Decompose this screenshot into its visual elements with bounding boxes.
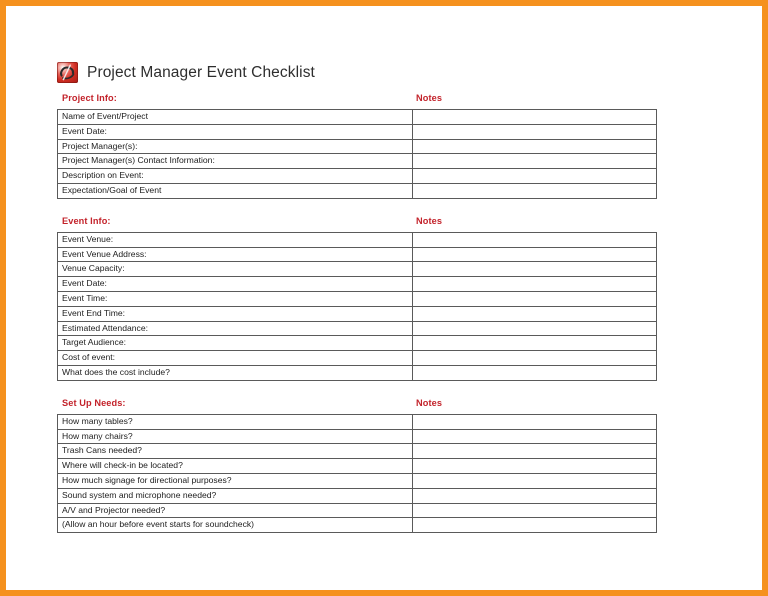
section-header-event-info xyxy=(57,216,657,229)
table-row xyxy=(58,306,657,321)
row-notes-cell[interactable] xyxy=(413,444,657,459)
row-label: Estimated Attendance: xyxy=(58,321,413,336)
table-row xyxy=(58,365,657,380)
section-title-event-info: Event Info: xyxy=(62,215,111,226)
row-notes-cell[interactable] xyxy=(413,488,657,503)
row-notes-cell[interactable] xyxy=(413,336,657,351)
row-notes-cell[interactable] xyxy=(413,503,657,518)
row-label: Cost of event: xyxy=(58,351,413,366)
table-row xyxy=(58,414,657,429)
row-label: A/V and Projector needed? xyxy=(58,503,413,518)
section-title-project-info: Project Info: xyxy=(62,93,117,103)
row-label: Description on Event: xyxy=(58,169,413,184)
row-notes-cell[interactable] xyxy=(413,232,657,247)
row-notes-cell[interactable] xyxy=(413,183,657,198)
table-row xyxy=(58,110,657,125)
row-notes-cell[interactable] xyxy=(413,110,657,125)
table-row xyxy=(58,247,657,262)
section-set-up-needs xyxy=(57,398,657,533)
table-event-info xyxy=(57,232,657,381)
row-label: How many chairs? xyxy=(58,429,413,444)
table-row xyxy=(58,518,657,533)
row-label: Event Date: xyxy=(58,277,413,292)
document-sheet xyxy=(6,6,762,590)
row-label: How many tables? xyxy=(58,414,413,429)
row-label: Target Audience: xyxy=(58,336,413,351)
row-notes-cell[interactable] xyxy=(413,351,657,366)
table-set-up-needs xyxy=(57,414,657,533)
table-row xyxy=(58,473,657,488)
notes-column-header-project-info: Notes xyxy=(416,93,443,103)
row-notes-cell[interactable] xyxy=(413,306,657,321)
row-notes-cell[interactable] xyxy=(413,139,657,154)
section-project-info xyxy=(57,93,657,199)
table-row xyxy=(58,488,657,503)
table-row xyxy=(58,169,657,184)
table-row xyxy=(58,124,657,139)
table-row xyxy=(58,232,657,247)
row-notes-cell[interactable] xyxy=(413,459,657,474)
section-title-set-up-needs: Set Up Needs: xyxy=(62,397,126,408)
table-row xyxy=(58,277,657,292)
row-label: Event Time: xyxy=(58,291,413,306)
row-notes-cell[interactable] xyxy=(413,169,657,184)
table-row xyxy=(58,503,657,518)
section-header-set-up-needs xyxy=(57,398,657,411)
row-notes-cell[interactable] xyxy=(413,473,657,488)
row-label: Event Venue Address: xyxy=(58,247,413,262)
row-notes-cell[interactable] xyxy=(413,277,657,292)
table-row xyxy=(58,459,657,474)
table-row xyxy=(58,429,657,444)
table-project-info xyxy=(57,109,657,199)
table-row xyxy=(58,154,657,169)
row-notes-cell[interactable] xyxy=(413,124,657,139)
notes-column-header-set-up-needs: Notes xyxy=(416,397,443,408)
table-row xyxy=(58,183,657,198)
document-header xyxy=(57,62,657,83)
row-label-indented: (Allow an hour before event starts for soundcheck) xyxy=(58,518,413,533)
row-notes-cell[interactable] xyxy=(413,518,657,533)
document-content xyxy=(57,62,657,533)
row-label: How much signage for directional purposes? xyxy=(58,473,413,488)
section-event-info xyxy=(57,216,657,381)
row-label: Where will check-in be located? xyxy=(58,459,413,474)
row-label: Event Venue: xyxy=(58,232,413,247)
table-row xyxy=(58,351,657,366)
table-row xyxy=(58,321,657,336)
table-row xyxy=(58,262,657,277)
section-header-project-info xyxy=(57,93,657,106)
table-row xyxy=(58,336,657,351)
page-title: Project Manager Event Checklist xyxy=(87,63,315,81)
row-label: Project Manager(s) Contact Information: xyxy=(58,154,413,169)
row-notes-cell[interactable] xyxy=(413,321,657,336)
row-label: Event End Time: xyxy=(58,306,413,321)
table-row xyxy=(58,291,657,306)
row-notes-cell[interactable] xyxy=(413,262,657,277)
row-label: Project Manager(s): xyxy=(58,139,413,154)
row-label: Trash Cans needed? xyxy=(58,444,413,459)
row-notes-cell[interactable] xyxy=(413,365,657,380)
row-label-indented: What does the cost include? xyxy=(58,365,413,380)
row-label: Venue Capacity: xyxy=(58,262,413,277)
row-label: Event Date: xyxy=(58,124,413,139)
row-notes-cell[interactable] xyxy=(413,429,657,444)
row-notes-cell[interactable] xyxy=(413,414,657,429)
table-row xyxy=(58,444,657,459)
row-label: Name of Event/Project xyxy=(58,110,413,125)
row-notes-cell[interactable] xyxy=(413,291,657,306)
row-label: Expectation/Goal of Event xyxy=(58,183,413,198)
notes-column-header-event-info: Notes xyxy=(416,215,443,226)
row-notes-cell[interactable] xyxy=(413,247,657,262)
red-swirl-logo-icon xyxy=(57,62,78,83)
row-notes-cell[interactable] xyxy=(413,154,657,169)
table-row xyxy=(58,139,657,154)
row-label: Sound system and microphone needed? xyxy=(58,488,413,503)
